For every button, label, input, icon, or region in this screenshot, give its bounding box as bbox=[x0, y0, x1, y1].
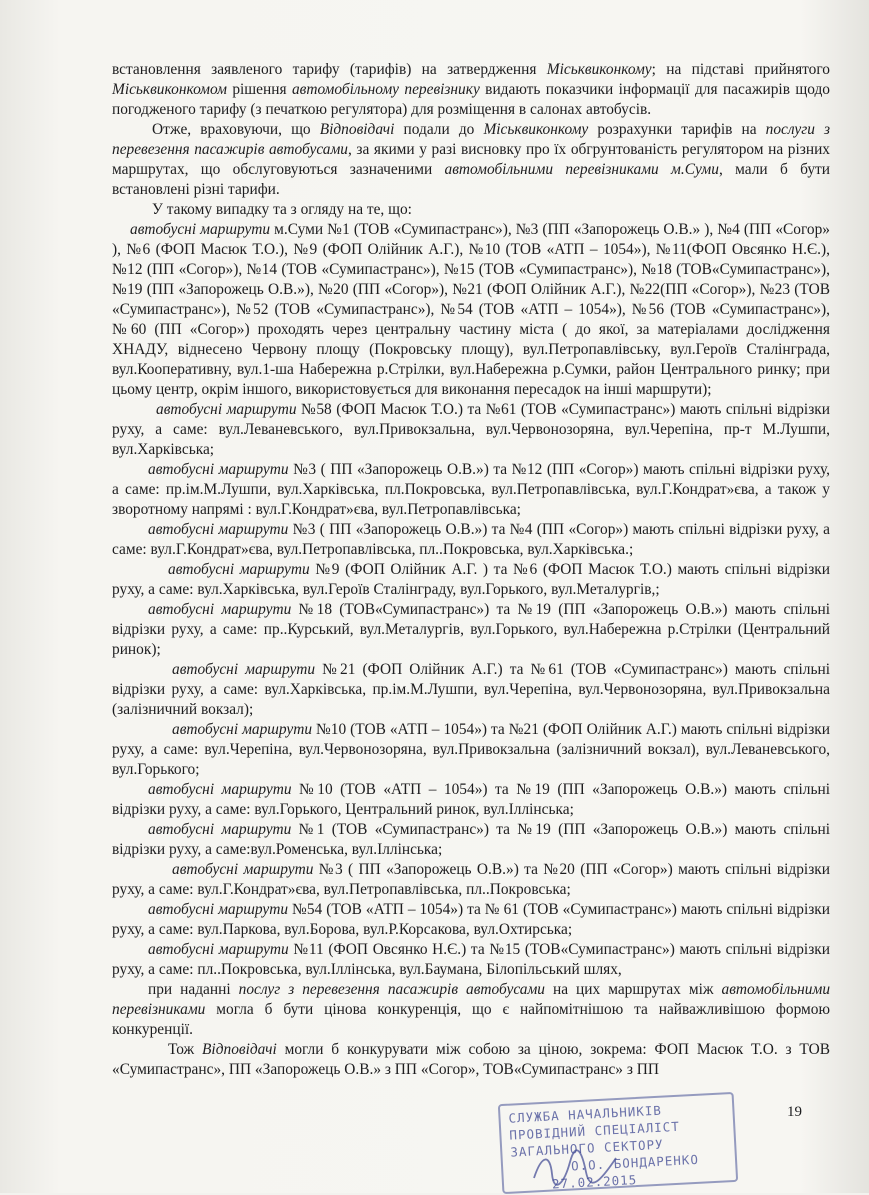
paragraph: автобусні маршрути №58 (ФОП Масюк Т.О.) та №61 (ТОВ «Сумипастранс») мають спільні відрізки руху, а саме: вул.Леваневського, вул.Привокзальна, вул.Червонозоряна, вул.Черепіна, пр-т М.Лушпи, вул.Харківська; bbox=[112, 401, 830, 458]
stamp-line: СЛУЖБА НАЧАЛЬНИКІВ bbox=[508, 1102, 663, 1126]
paragraph: автобусні маршрути №3 ( ПП «Запорожець О.В.») та №20 (ПП «Согор») мають спільні відрізки руху, а саме: вул.Г.Кондрат»єва, вул.Петропавлівська, пл..Покровська; bbox=[112, 861, 830, 898]
stamp-line: ПРОВІДНИЙ СПЕЦІАЛІСТ bbox=[509, 1118, 681, 1143]
paragraph: Тож Відповідачі могли б конкурувати між собою за ціною, зокрема: ФОП Масюк Т.О. з ТОВ «Сумипастранс», ПП «Запорожець О.В.» з ПП «Согор», ТОВ«Сумипастранс» з ПП bbox=[112, 1041, 831, 1078]
paragraph: автобусні маршрути №10 (ТОВ «АТП – 1054») та №19 (ПП «Запорожець О.В.») мають спільні відрізки руху, а саме: вул.Горького, Центральний ринок, вул.Іллінська; bbox=[112, 781, 831, 818]
paragraph: Отже, враховуючи, що Відповідачі подали до Міськвиконкому розрахунки тарифів на послуги з перевезення пасажирів автобусами, за якими у разі висновку про їх обгрунтованість регулятором на різних маршрутах, що обслуговуються зазначеними автомобільними перевізниками м.Суми, мали б бути встановлені різні тарифи. bbox=[112, 121, 830, 198]
paragraph: автобусні маршрути м.Суми №1 (ТОВ «Сумипастранс»), №3 (ПП «Запорожець О.В.» ), №4 (ПП «Согор» ), №6 (ФОП Масюк Т.О.), №9 (ФОП Олійник А.Г.), №10 (ТОВ «АТП – 1054»), №11(ФОП Овсянко Н.Є.), №12 (ПП «Согор»), №14 (ТОВ «Сумипастранс»), №15 (ТОВ «Сумипастранс»), №18 (ТОВ«Сумипастранс»), №19 (ПП «Запорожець О.В.»), №20 (ПП «Согор»), №21 (ФОП Олійник А.Г.), №22(ПП «Согор»), №23 (ТОВ «Сумипастранс»), №52 (ТОВ «Сумипастранс»), №54 (ТОВ «АТП – 1054»), №56 (ТОВ «Сумипастранс»), №60 (ПП «Согор») проходять через центральну частину міста ( до якої, за матеріалами дослідження ХНАДУ, віднесено Червону площу (Покровську площу), вул.Петропавлівську, вул.Героїв Сталінграда, вул.Кооперативну, вул.1-ша Набережна р.Стрілки, вул.Набережна р.Сумки, район Центрального ринку; при цьому центр, окрім іншого, використовується для виконання пересадок на інші маршрути); bbox=[112, 221, 831, 398]
stamp-line: 27.02.2015 bbox=[551, 1172, 638, 1192]
paragraph: автобусні маршрути №11 (ФОП Овсянко Н.Є.) та №15 (ТОВ«Сумипастранс») мають спільні відрізки руху, а саме: пл..Покровська, вул.Іллінська, вул.Баумана, Білопільський шлях, bbox=[112, 941, 830, 978]
paragraph: автобусні маршрути №18 (ТОВ«Сумипастранс») та №19 (ПП «Запорожець О.В.») мають спільні відрізки руху, а саме: пр..Курський, вул.Металургів, вул.Горького, вул.Набережна р.Стрілки (Центральний ринок); bbox=[112, 601, 830, 658]
paragraph: автобусні маршрути №3 ( ПП «Запорожець О.В.») та №12 (ПП «Согор») мають спільні відрізки руху, а саме: пр.ім.М.Лушпи, вул.Харківська, пл.Покровська, вул.Петропавлівська, вул.Г.Кондрат»єва, а також у зворотному напрямі : вул.Г.Кондрат»єва, вул.Петропавлівська; bbox=[112, 461, 830, 518]
stamp-line: О.О. БОНДАРЕНКО bbox=[570, 1151, 700, 1174]
signature-icon bbox=[530, 1148, 620, 1188]
paragraph: У такому випадку та з огляду на те, що: bbox=[152, 201, 412, 218]
stamp-line: ЗАГАЛЬНОГО СЕКТОРУ bbox=[509, 1136, 664, 1160]
paragraph: автобусні маршрути №1 (ТОВ «Сумипастранс») та №19 (ПП «Запорожець О.В.») мають спільні відрізки руху, а саме:вул.Роменська, вул.Іллінська; bbox=[112, 821, 831, 858]
paragraph: автобусні маршрути №10 (ТОВ «АТП – 1054») та №21 (ФОП Олійник А.Г.) мають спільні відрізки руху, а саме: вул.Черепіна, вул.Червонозоряна, вул.Привокзальна (залізничний вокзал), вул.Леваневського, вул.Горького; bbox=[112, 721, 831, 778]
paragraph: встановлення заявленого тарифу (тарифів) на затвердження Міськвиконкому; на підставі прийнятого Міськвиконкомом рішення автомобільному перевізнику видають показчики інформації для пасажирів щодо погодженого тарифу (з печаткою регулятора) для розміщення в салонах автобусів. bbox=[112, 61, 831, 118]
paragraph: автобусні маршрути №9 (ФОП Олійник А.Г. ) та №6 (ФОП Масюк Т.О.) мають спільні відрізки руху, а саме: вул.Харківська, вул.Героїв Сталінграду, вул.Горького, вул.Металургів,; bbox=[112, 561, 830, 598]
paragraph: при наданні послуг з перевезення пасажирів автобусами на цих маршрутах між автомобільними перевізниками могла б бути цінова конкуренція, що є найпомітнішою та найважливішою формою конкуренції. bbox=[112, 981, 831, 1038]
page-number: 19 bbox=[787, 1104, 802, 1120]
paragraph: автобусні маршрути №3 ( ПП «Запорожець О.В.») та №4 (ПП «Согор») мають спільні відрізки руху, а саме: вул.Г.Кондрат»єва, вул.Петропавлівська, пл..Покровська, вул.Харківська.; bbox=[112, 521, 831, 558]
body-text bbox=[112, 60, 830, 1080]
paragraph: автобусні маршрути №54 (ТОВ «АТП – 1054») та № 61 (ТОВ «Сумипастранс») мають спільні відрізки руху, а саме: вул.Паркова, вул.Борова, вул.Р.Корсакова, вул.Охтирська; bbox=[112, 901, 831, 938]
paragraph: автобусні маршрути №21 (ФОП Олійник А.Г.) та №61 (ТОВ «Сумипастранс») мають спільні відрізки руху, а саме: вул.Харківська, пр.ім.М.Лушпи, вул.Черепіна, вул.Червонозоряна, вул.Привокзальна (залізничний вокзал); bbox=[112, 661, 830, 718]
